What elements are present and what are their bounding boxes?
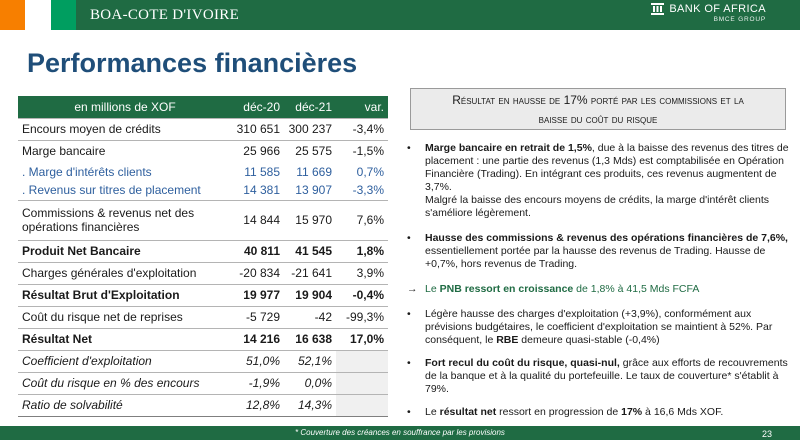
- row-dec21: 300 237: [288, 122, 332, 136]
- bullet-resultat-net: • Le résultat net ressort en progression de 17% à 16,6 Mds XOF.: [407, 406, 724, 418]
- header-dec21: déc-21: [284, 96, 336, 118]
- row-dec21: 52,1%: [297, 354, 332, 368]
- table-row: [18, 162, 388, 181]
- row-dec20: 40 811: [243, 244, 280, 258]
- row-var: 17,0%: [349, 332, 384, 346]
- row-var-empty: [336, 394, 388, 416]
- bullet-dot-icon: •: [407, 142, 411, 154]
- bullet-marge-bancaire: • Marge bancaire en retrait de 1,5%, due à la baisse des revenus des titres de placement : une partie des revenus (1,3 Mds) est comptabilisée en Opération Financière (Trading). En intégrant ces produits, ces revenus augmentent de 3,7%. Malgré la baisse des encours moyens de crédits, la marge d'intérêt clients s'améliore légèrement.: [407, 142, 789, 219]
- row-var: 3,9%: [356, 266, 384, 280]
- row-dec20: 310 651: [236, 122, 280, 136]
- row-label: Produit Net Bancaire: [22, 244, 141, 258]
- row-label: Coût du risque net de reprises: [22, 310, 183, 324]
- bullet-dot-icon: •: [407, 357, 411, 369]
- bullet-dot-icon: •: [407, 406, 411, 418]
- table-row: [18, 350, 388, 372]
- row-dec20: 14 216: [243, 332, 280, 346]
- row-var-empty: [336, 372, 388, 394]
- header-dec20: déc-20: [232, 96, 284, 118]
- footnote: * Couverture des créances en souffrance par les provisions: [295, 428, 505, 437]
- bank-group: BMCE GROUP: [713, 16, 766, 23]
- table-row: [18, 240, 388, 262]
- row-dec21: -42: [314, 310, 332, 324]
- row-var: -99,3%: [345, 310, 384, 324]
- bank-logo: [651, 3, 766, 23]
- table-row: [18, 118, 388, 140]
- row-dec20: -5 729: [245, 310, 280, 324]
- result-summary-box: [410, 88, 786, 130]
- arrow-right-icon: →: [407, 283, 418, 295]
- bullet-commissions: • Hausse des commissions & revenus des opérations financières de 7,6%, essentiellement portée par la hausse des revenus de Trading. Hausse de +0,7%, hors revenus de Trading.: [407, 232, 788, 270]
- page-number: 23: [761, 429, 772, 439]
- financial-table: [18, 96, 388, 417]
- row-label: Commissions & revenus net des opérations financières: [22, 205, 195, 234]
- ivory-coast-flag: [0, 0, 76, 30]
- row-label: Coefficient d'exploitation: [22, 354, 152, 368]
- table-row: [18, 328, 388, 350]
- table-row: [18, 394, 388, 416]
- row-dec20: 14 844: [243, 212, 280, 227]
- row-dec20: -20 834: [239, 266, 280, 280]
- row-dec21: 0,0%: [304, 376, 332, 390]
- row-dec21: 25 575: [295, 144, 332, 159]
- row-label: Ratio de solvabilité: [22, 398, 123, 412]
- row-label: . Revenus sur titres de placement: [22, 183, 201, 198]
- row-dec20: 11 585: [244, 164, 280, 179]
- top-banner: [0, 0, 800, 30]
- bullet-charges: • Légère hausse des charges d'exploitation (+3,9%), conformément aux prévisions budgétaires, le coefficient d'exploitation se maintient à 52%. Par conséquent, le RBE demeure quasi-stable (-0,4%): [407, 308, 773, 346]
- row-var: -3,3%: [352, 183, 384, 198]
- row-dec21: 14,3%: [297, 398, 332, 412]
- row-label: Résultat Net: [22, 332, 93, 346]
- row-var: 1,8%: [356, 244, 384, 258]
- table-header-row: [18, 96, 388, 118]
- row-dec21: 16 638: [295, 332, 332, 346]
- row-dec20: 19 977: [243, 288, 280, 302]
- row-dec21: 41 545: [295, 244, 332, 258]
- row-dec21: -21 641: [291, 266, 332, 280]
- row-var: 0,7%: [356, 164, 384, 179]
- page-title: Performances financières: [27, 48, 358, 78]
- table-row: [18, 262, 388, 284]
- table-row: [18, 140, 388, 162]
- boa-logo-icon: [651, 3, 664, 15]
- row-dec21: 15 970: [295, 212, 332, 227]
- row-dec20: -1,9%: [248, 376, 280, 390]
- row-var: -0,4%: [352, 288, 384, 302]
- bullet-cout-risque: • Fort recul du coût du risque, quasi-nul, grâce aux efforts de recouvrements de la banque et à la qualité du portefeuille. Le taux de couverture* s'établit à 79%.: [407, 357, 788, 395]
- row-var: 7,6%: [356, 212, 384, 227]
- row-label: Encours moyen de crédits: [22, 122, 161, 136]
- pnb-highlight: → Le PNB ressort en croissance de 1,8% à 41,5 Mds FCFA: [407, 283, 700, 295]
- result-line-2: baisse du coût du risque: [538, 112, 658, 126]
- row-dec21: 19 904: [295, 288, 332, 302]
- row-dec21: 13 907: [295, 183, 332, 198]
- result-line-1: Résultat en hausse de 17% porté par les commissions et la: [452, 93, 744, 107]
- commentary-list: [407, 142, 789, 419]
- table-row: [18, 372, 388, 394]
- row-dec21: 11 669: [296, 164, 332, 179]
- row-var-empty: [336, 350, 388, 372]
- table-row: [18, 306, 388, 328]
- bank-name: BANK OF AFRICA: [669, 3, 766, 15]
- header-var: var.: [336, 96, 388, 118]
- row-var: -3,4%: [352, 122, 384, 136]
- country-name: BOA-COTE D'IVOIRE: [90, 7, 240, 23]
- row-dec20: 12,8%: [245, 398, 280, 412]
- row-label: Charges générales d'exploitation: [22, 266, 197, 280]
- row-dec20: 14 381: [243, 183, 280, 198]
- row-label: . Marge d'intérêts clients: [22, 164, 152, 179]
- table-row: [18, 200, 388, 240]
- table-row: [18, 181, 388, 200]
- bullet-dot-icon: •: [407, 308, 411, 320]
- row-var: -1,5%: [352, 144, 384, 159]
- row-label: Résultat Brut d'Exploitation: [22, 288, 180, 302]
- row-dec20: 25 966: [243, 144, 280, 159]
- table-row: [18, 284, 388, 306]
- header-unit: en millions de XOF: [18, 96, 232, 118]
- row-label: Marge bancaire: [22, 144, 106, 159]
- row-label: Coût du risque en % des encours: [22, 376, 200, 390]
- row-dec20: 51,0%: [245, 354, 280, 368]
- bullet-dot-icon: •: [407, 232, 411, 244]
